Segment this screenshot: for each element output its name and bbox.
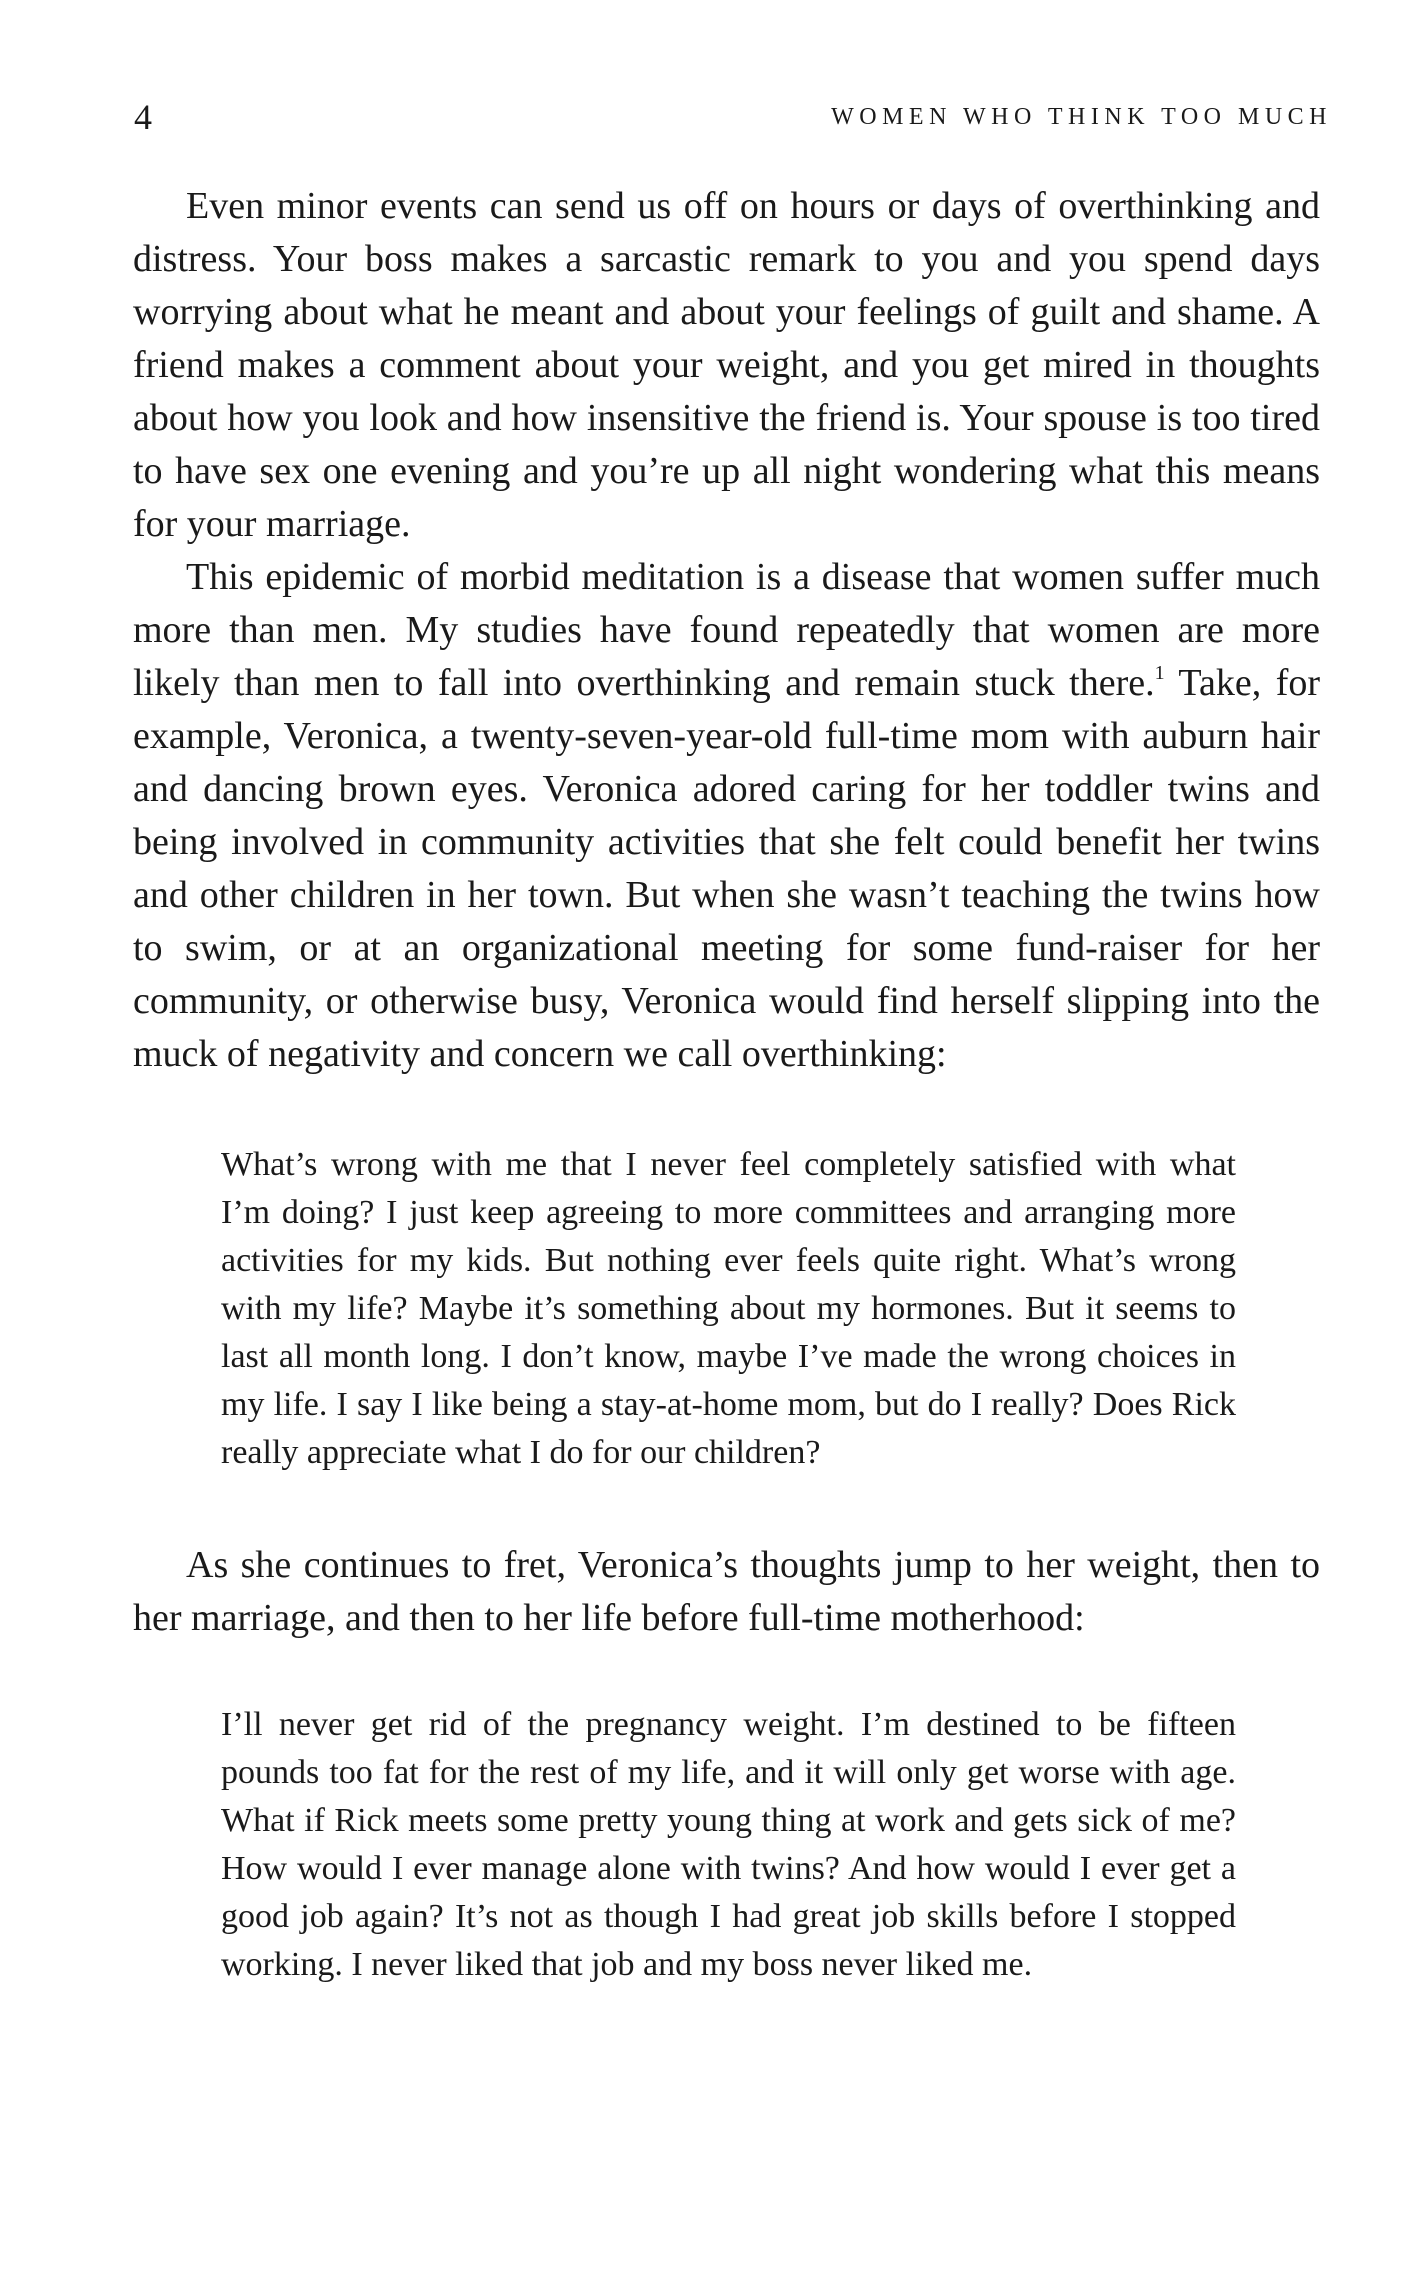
paragraph-1: Even minor events can send us off on hours or days of overthinking and distress. Your boss makes a sarcastic remark to you and you spend days worrying about what he meant and about your feelings of guilt and shame. A friend makes a comment about your weight, and you get mired in thoughts about how you look and how insensitive the friend is. Your spouse is too tired to have sex one evening and you’re up all night wondering what this means for your marriage. — [133, 185, 1320, 545]
block-quote-2: I’ll never get rid of the pregnancy weight. I’m destined to be fifteen pounds too fat for the rest of my life, and it will only get worse with age. What if Rick meets some pretty young thing at work and gets sick of me? How would I ever manage alone with twins? And how would I ever get a good job again? It’s not as though I had great job skills before I stopped working. I never liked that job and my boss never liked me. — [221, 1706, 1236, 1983]
page-header — [134, 92, 1332, 142]
paragraph-2-continued: Take, for example, Veronica, a twenty-seven-year-old full-time mom with auburn hair and dancing brown eyes. Veronica adored caring for her toddler twins and being involved in community activities that she felt could benefit her twins and other children in her town. But when she wasn’t teaching the twins how to swim, or at an organizational meeting for some fund-raiser for her community, or otherwise busy, Veronica would find herself slipping into the muck of negativity and concern we call overthinking: — [133, 662, 1320, 1075]
footnote-marker: 1 — [1154, 662, 1165, 684]
running-head: WOMEN WHO THINK TOO MUCH — [831, 104, 1332, 130]
body-text — [133, 180, 1320, 1989]
paragraph-2-text: This epidemic of morbid meditation is a disease that women suffer much more than men. My studies have found repeatedly that women are more likely than men to fall into overthinking and remain stuck there. — [133, 556, 1320, 704]
paragraph-2 — [133, 551, 1320, 1081]
block-quote-1: What’s wrong with me that I never feel completely satisfied with what I’m doing? I just keep agreeing to more committees and arranging more activities for my kids. But nothing ever feels quite right. What’s wrong with my life? Maybe it’s something about my hormones. But it seems to last all month long. I don’t know, maybe I’ve made the wrong choices in my life. I say I like being a stay-at-home mom, but do I really? Does Rick really appreciate what I do for our children? — [221, 1146, 1236, 1471]
paragraph-3: As she continues to fret, Veronica’s thoughts jump to her weight, then to her marriage, and then to her life before full-time motherhood: — [133, 1544, 1320, 1639]
page-number: 4 — [134, 97, 152, 137]
